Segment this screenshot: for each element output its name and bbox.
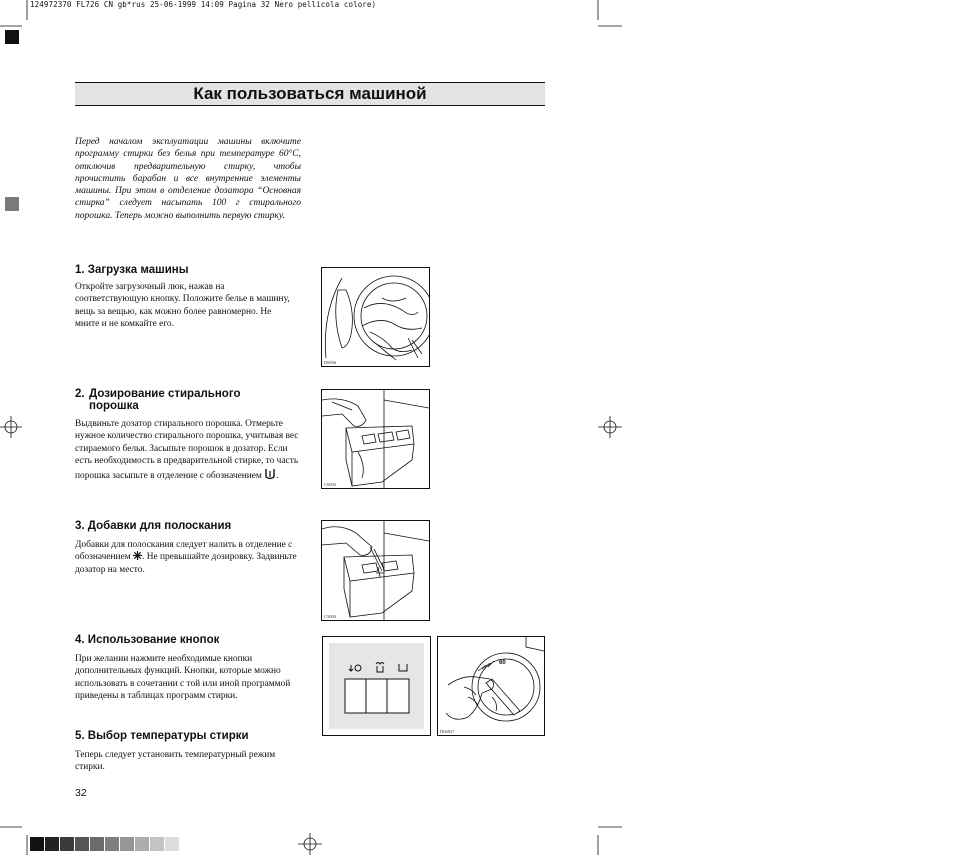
dial-label: 60 [499, 660, 506, 666]
section-3-body [75, 539, 309, 576]
gray-marker [5, 197, 19, 211]
section-5-number: 5. [75, 730, 85, 742]
section-4-title: Использование кнопок [87, 634, 220, 646]
section-1-heading [75, 264, 189, 276]
page-title-bar [75, 82, 545, 106]
softener-compartment-icon [133, 551, 142, 560]
color-swatch [30, 837, 44, 851]
fig2-code: C6003 [324, 482, 337, 487]
button-panel [329, 643, 424, 729]
figure-option-buttons [322, 636, 431, 736]
section-5-title: Выбор температуры стирки [87, 730, 249, 742]
section-5-heading [75, 730, 249, 742]
section-1-number: 1. [75, 264, 85, 276]
color-swatch [165, 837, 179, 851]
color-swatch [135, 837, 149, 851]
registration-mark-icon [598, 416, 622, 438]
color-swatch [105, 837, 119, 851]
registration-mark-icon [0, 416, 22, 438]
section-2-body [75, 418, 303, 482]
section-2-body-end: . [276, 470, 279, 481]
section-4-heading [75, 634, 219, 646]
section-1-body: Откройте загрузочный люк, нажав на соответствующую кнопку. Положите белье в машину, вещь за вещью, как можно более равномерно. Не мните и не комкайте его. [75, 282, 290, 330]
section-3-body-text: Добавки для полоскания следует налить в отделение с обозначением [75, 540, 293, 563]
fig1-code: D9036 [324, 360, 337, 365]
section-2-title: Дозирование стирального порошка [89, 388, 241, 412]
section-3-number: 3. [75, 520, 85, 532]
color-swatch [90, 837, 104, 851]
section-4-body: При желании нажмите необходимые кнопки дополнительных функций. Кнопки, которые можно использовать в сочетании с той или иной программой приведены в таблицах программ стирки. [75, 654, 291, 702]
color-swatch [150, 837, 164, 851]
fig5-code: D06027 [440, 729, 455, 734]
registration-mark-icon [298, 833, 322, 855]
button-panel-drawing [329, 643, 424, 729]
color-swatch [60, 837, 74, 851]
prewash-compartment-icon [264, 468, 279, 481]
figure-loading-machine [321, 267, 430, 367]
page-number: 32 [75, 787, 87, 799]
section-3-title: Добавки для полоскания [87, 520, 232, 532]
fig3-code: C5004 [324, 614, 337, 619]
color-swatch [45, 837, 59, 851]
section-1-title: Загрузка машины [87, 264, 189, 276]
figure-temperature-dial [437, 636, 545, 736]
figure-detergent-dispenser [321, 389, 430, 489]
rinse-illustration [322, 521, 429, 620]
section-5-body: Теперь следует установить температурный режим стирки. [75, 750, 276, 773]
color-swatch [120, 837, 134, 851]
color-swatch [75, 837, 89, 851]
section-2-body-text: Выдвиньте дозатор стирального порошка. Отмерьте нужное количество стирального порошка, учитывая вес стираемого белья. Засыпьте порошок в дозатор. Если есть необходимость в предварительной стирке, то часть порошка засыпьте в отделение с обозначением [75, 419, 299, 481]
section-4-number: 4. [75, 634, 85, 646]
intro-paragraph: Перед началом эксплуатации машины включите программу стирки без белья при температуре 60°С, отключив предварительную стирку, чтобы прочистить барабан и все внутренние элементы машины. При этом в отделение дозатора “Основная стирка” следует насыпать 100 г стирального порошка. Теперь можно выполнить первую стирку. [75, 137, 301, 221]
black-marker [5, 30, 19, 44]
dial-illustration [438, 637, 544, 735]
section-3-heading [75, 520, 231, 532]
section-2-number: 2. [75, 388, 85, 400]
loading-illustration [322, 268, 429, 366]
page-title: Как пользоваться машиной [193, 84, 427, 103]
section-2-heading [75, 388, 295, 412]
section-3-body-end: . Не превышайте дозировку. Задвиньте дозатор на место. [75, 552, 297, 575]
print-header: 124972370 FL726 CN gb*rus 25-06-1999 14:09 Pagina 32 Nero pellicola colore) [30, 0, 377, 9]
figure-rinse-additives [321, 520, 430, 621]
dispenser-illustration [322, 390, 429, 488]
